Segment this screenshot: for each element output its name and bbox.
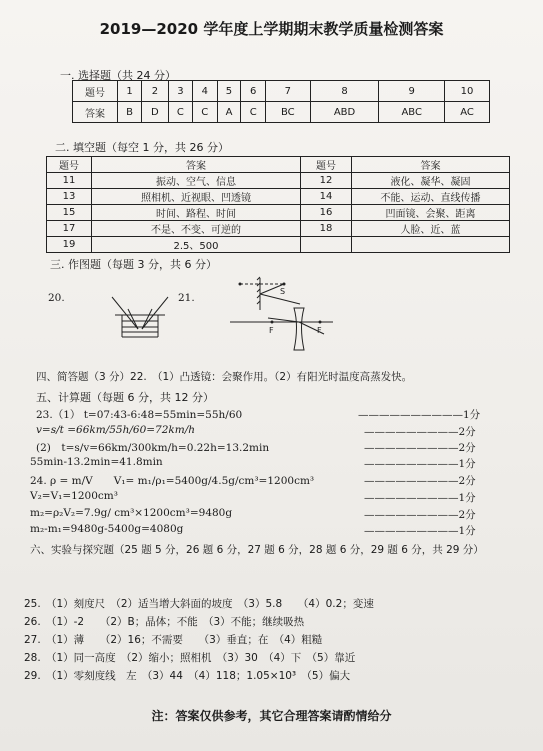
calc-line: V₂=V₁=1200cm³ [30, 490, 118, 502]
score-item: —————————1分 [364, 458, 476, 470]
question-number: 18 [301, 221, 352, 237]
section4-short-answer: 四、简答题（3 分）22. （1）凸透镜：会聚作用。（2）有阳光时温度高蒸发快。 [36, 371, 413, 383]
choice-answer: C [193, 102, 217, 123]
fill-row [47, 221, 510, 237]
question-number: 4 [193, 81, 217, 102]
question-number: 5 [217, 81, 241, 102]
page-title: 2019—2020 学年度上学期期末教学质量检测答案 [99, 20, 444, 38]
fill-row [47, 237, 510, 253]
experiment-answer-27: 27. （1）薄 （2）16；不需要 （3）垂直；在 （4）粗糙 [24, 634, 323, 646]
score-item: —————————2分 [364, 426, 476, 438]
section2-heading: 二. 填空题（每空 1 分，共 26 分） [55, 141, 229, 154]
question-number: 2 [142, 81, 169, 102]
question-number: 14 [301, 189, 352, 205]
score-value: 2分 [458, 442, 476, 454]
question-number [301, 237, 352, 253]
fill-blank-table [46, 156, 510, 253]
question-number: 10 [445, 81, 490, 102]
calc-line: v=s/t =66km/55h/60=72km/h [36, 424, 196, 436]
col-number: 题号 [301, 157, 352, 173]
choice-answer: ABC [379, 102, 445, 123]
choice-answer: A [217, 102, 241, 123]
q21-label: 21. [178, 292, 195, 304]
section5-heading: 五、计算题（每题 6 分，共 12 分） [36, 391, 214, 404]
choice-answer: C [241, 102, 265, 123]
fill-answer: 照相机、近视眼、凹透镜 [92, 189, 301, 205]
calc-line: m₂-m₁=9480g-5400g=4080g [30, 523, 184, 535]
score-value: 1分 [458, 525, 476, 537]
choice-answer-table [72, 80, 490, 123]
question-number: 9 [379, 81, 445, 102]
experiment-answer-28: 28. （1）同一高度 （2）缩小；照相机 （3）30 （4）下 （5）靠近 [24, 652, 356, 664]
question-number: 15 [47, 205, 92, 221]
question-number: 6 [241, 81, 265, 102]
fill-row [47, 205, 510, 221]
answer-label: 答案 [73, 102, 118, 123]
section1-heading: 一. 选择题（共 24 分） [60, 69, 176, 82]
question-number: 7 [265, 81, 310, 102]
focus-label-right: F [317, 326, 322, 335]
fill-answer: 凹面镜、会聚、距离 [352, 205, 510, 221]
fill-header-row [47, 157, 510, 173]
choice-answer: C [168, 102, 192, 123]
q20-label: 20. [48, 292, 65, 304]
choice-answer: BC [265, 102, 310, 123]
fill-row [47, 189, 510, 205]
q20-diagram [110, 295, 170, 345]
col-answer: 答案 [92, 157, 301, 173]
fill-answer: 人脸、近、蓝 [352, 221, 510, 237]
score-item: —————————2分 [364, 475, 476, 487]
fill-answer: 2.5、500 [92, 237, 301, 253]
question-number: 12 [301, 173, 352, 189]
experiment-answer-29: 29. （1）零刻度线 左 （3）44 （4）118；1.05×10³ （5）偏大 [24, 670, 351, 682]
footer-note: 注：答案仅供参考，其它合理答案请酌情给分 [151, 709, 392, 723]
choice-answer: D [142, 102, 169, 123]
fill-answer: 振动、空气、信息 [92, 173, 301, 189]
score-value: 2分 [458, 426, 476, 438]
fill-answer: 不能、运动、直线传播 [352, 189, 510, 205]
question-number: 16 [301, 205, 352, 221]
question-number: 17 [47, 221, 92, 237]
calc-line: (2) t=s/v=66km/300km/h=0.22h=13.2min [36, 442, 270, 454]
q21-diagram [228, 270, 338, 355]
choice-answer: B [118, 102, 142, 123]
score-value: 1分 [463, 409, 481, 421]
score-value: 1分 [458, 458, 476, 470]
calc-line: 23.（1） t=07:43-6:48=55min=55h/60 [36, 409, 243, 421]
section6-heading: 六、实验与探究题（25 题 5 分，26 题 6 分，27 题 6 分，28 题 6 分，29 题 6 分，共 29 分） [30, 544, 484, 556]
score-value: 2分 [458, 475, 476, 487]
experiment-answer-25: 25. （1）刻度尺 （2）适当增大斜面的坡度 （3）5.8 （4）0.2；变速 [24, 598, 374, 610]
section3-heading: 三. 作图题（每题 3 分，共 6 分） [50, 258, 217, 271]
calc-line: 55min-13.2min=41.8min [30, 456, 163, 468]
fill-row [47, 173, 510, 189]
calc-line: m₂=ρ₂V₂=7.9g/ cm³×1200cm³=9480g [30, 507, 233, 519]
experiment-answer-26: 26. （1）-2 （2）B；晶体；不能 （3）不能；继续吸热 [24, 616, 305, 628]
header-label: 题号 [73, 81, 118, 102]
question-number: 1 [118, 81, 142, 102]
score-item: —————————2分 [364, 442, 476, 454]
question-number: 8 [310, 81, 379, 102]
choice-answer-row [73, 102, 490, 123]
s-label: S [280, 287, 286, 296]
col-number: 题号 [47, 157, 92, 173]
fill-answer [352, 237, 510, 253]
question-number: 13 [47, 189, 92, 205]
score-item: —————————1分 [364, 492, 476, 504]
choice-answer: AC [445, 102, 490, 123]
score-item: —————————2分 [364, 509, 476, 521]
col-answer: 答案 [352, 157, 510, 173]
calc-line: 24. ρ = m/V V₁= m₁/ρ₁=5400g/4.5g/cm³=1200cm³ [30, 475, 315, 487]
fill-answer: 时间、路程、时间 [92, 205, 301, 221]
question-number: 3 [168, 81, 192, 102]
question-number: 11 [47, 173, 92, 189]
score-value: 2分 [458, 509, 476, 521]
focus-label-left: F [269, 326, 274, 335]
fill-answer: 不是、不变、可逆的 [92, 221, 301, 237]
question-number: 19 [47, 237, 92, 253]
score-item: —————————1分 [364, 525, 476, 537]
choice-answer: ABD [310, 102, 379, 123]
fill-answer: 液化、凝华、凝固 [352, 173, 510, 189]
choice-number-row [73, 81, 490, 102]
score-item: ——————————1分 [358, 409, 481, 421]
score-value: 1分 [458, 492, 476, 504]
